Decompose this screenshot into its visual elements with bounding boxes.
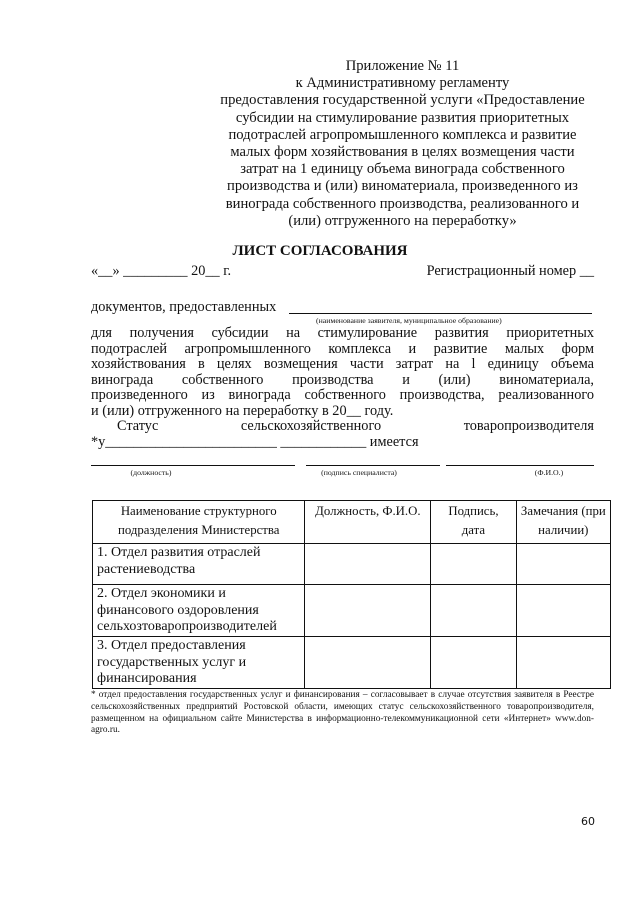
paragraph-line: для получения субсидии на стимулирование развития приоритетных — [91, 325, 594, 341]
annex-line: затрат на 1 единицу объема винограда собственного — [240, 161, 565, 178]
name-fill-line — [446, 465, 594, 466]
signature-cell — [431, 637, 516, 689]
date-line: «__» _________ 20__ г. — [91, 263, 232, 279]
signature-cell — [431, 585, 516, 637]
paragraph-line: подотраслей агропромышленного комплекса и развитие малых форм — [91, 340, 594, 357]
position-cell — [305, 637, 431, 689]
annex-line: подотраслей агропромышленного комплекса и развитие — [228, 126, 577, 143]
applicant-fill-line — [289, 313, 592, 314]
remarks-cell — [516, 585, 610, 637]
table-header-row — [93, 501, 611, 544]
header-position-name: Должность, Ф.И.О. — [305, 501, 431, 544]
annex-line: (или) отгруженного на переработку» — [288, 212, 517, 229]
signature-block — [0, 465, 640, 485]
status-line: *у________________________ ____________ имеется — [91, 433, 419, 450]
paragraph-line: произведенного из винограда собственного производства, реализованного — [91, 387, 594, 404]
footnote: * отдел предоставления государственных услуг и финансирования – согласовывает в случае отсутствия заявителя в Реестре сельскохозяйственных предприятий Ростовской области, имеющих статус сельскохозяйственного товаропроизводителя, размещенном на официальном сайте Министерства в информационно-телекоммуникационной сети «Интернет» www.don-agro.ru. — [91, 690, 594, 736]
position-cell — [305, 544, 431, 585]
purpose-paragraph — [91, 326, 594, 420]
table-row — [93, 585, 611, 637]
name-label: (Ф.И.О.) — [534, 468, 564, 477]
department-cell: 1. Отдел развития отраслей растениеводства — [93, 544, 305, 585]
signature-fill-line — [306, 465, 440, 466]
department-cell: 2. Отдел экономики и финансового оздоровления сельхозтоваропроизводителей — [93, 585, 305, 637]
documents-label: документов, предоставленных — [91, 299, 277, 315]
registration-number: Регистрационный номер __ — [426, 263, 594, 279]
page-number: 60 — [581, 815, 595, 828]
paragraph-line: и (или) отгруженного на переработку в 20__ году. — [91, 402, 394, 419]
remarks-cell — [516, 637, 610, 689]
producer-status — [91, 419, 594, 450]
applicant-hint: (наименование заявителя, муниципальное образование) — [316, 316, 502, 325]
approval-table — [92, 500, 611, 689]
annex-line: к Административному регламенту — [295, 75, 510, 92]
signature-cell — [431, 544, 516, 585]
annex-line: Приложение № 11 — [345, 58, 460, 74]
position-label: (должность) — [130, 468, 172, 477]
signature-label: (подпись специалиста) — [321, 468, 397, 477]
annex-line: предоставления государственной услуги «Предоставление — [220, 92, 585, 109]
header-signature-date: Подпись, дата — [431, 501, 516, 544]
header-remarks: Замечания (при наличии) — [516, 501, 610, 544]
position-fill-line — [91, 465, 295, 466]
table-row — [93, 544, 611, 585]
annex-line: производства и (или) виноматериала, произведенного из — [227, 178, 578, 195]
document-title: ЛИСТ СОГЛАСОВАНИЯ — [232, 243, 408, 259]
annex-header — [200, 58, 605, 230]
annex-line: субсидии на стимулирование развития приоритетных — [235, 109, 570, 126]
position-cell — [305, 585, 431, 637]
table-row — [93, 637, 611, 689]
remarks-cell — [516, 544, 610, 585]
status-line: Статус сельскохозяйственного товаропроизводителя — [117, 418, 594, 434]
annex-line: винограда собственного производства, реализованного и — [225, 195, 580, 212]
paragraph-line: хозяйствования в целях возмещения части затрат на l единицу объема — [91, 356, 594, 373]
paragraph-line: винограда собственного производства и (или) виноматериала, — [91, 371, 594, 388]
header-department: Наименование структурного подразделения Министерства — [93, 501, 305, 544]
department-cell: 3. Отдел предоставления государственных услуг и финансирования — [93, 637, 305, 689]
annex-line: малых форм хозяйствования в целях возмещения части — [230, 144, 575, 161]
